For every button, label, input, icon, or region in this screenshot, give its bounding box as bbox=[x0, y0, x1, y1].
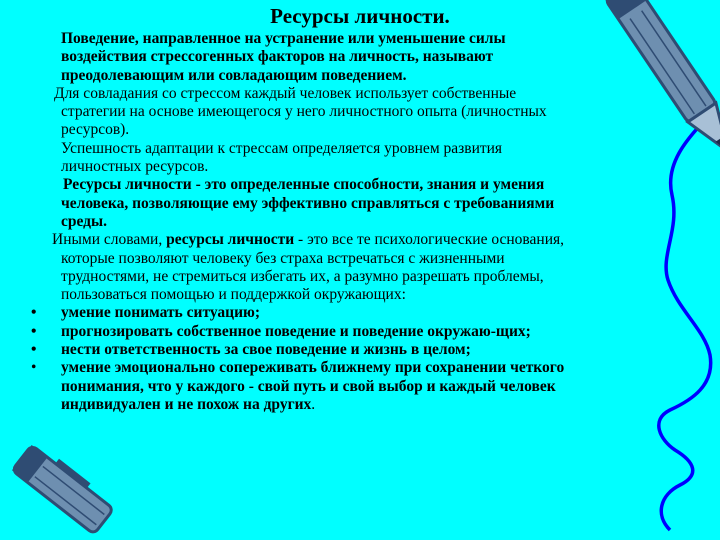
paragraph-adaptation bbox=[0, 140, 720, 177]
paragraph-coping-strategies bbox=[0, 85, 720, 140]
text-line: Ресурсы личности - это определенные способности, знания и умения bbox=[63, 176, 545, 194]
text-line: понимания, что у каждого - свой путь и свой выбор и каждый человек bbox=[61, 377, 556, 395]
list-item bbox=[0, 359, 720, 414]
text-line: умение эмоционально сопереживать ближнему при сохранении четкого bbox=[61, 359, 565, 377]
text-line: умение понимать ситуацию; bbox=[61, 304, 261, 322]
text-line: пользоваться помощью и поддержкой окружающих: bbox=[61, 286, 406, 304]
text-span-bold: индивидуален и не похож на других bbox=[61, 395, 312, 413]
text-line: среды. bbox=[61, 212, 107, 230]
pen-bottom-icon bbox=[0, 440, 130, 540]
text-line: трудностями, не стремиться избегать их, а разумно разрешать проблемы, bbox=[61, 267, 544, 285]
text-line: воздействия стрессогенных факторов на личность, называют bbox=[61, 48, 494, 66]
bullet-icon: • bbox=[31, 304, 37, 322]
text-line: Для совладания со стрессом каждый человек использует собственные bbox=[54, 84, 517, 102]
paragraph-in-other-words bbox=[0, 231, 720, 304]
text-line: нести ответственность за свое поведение и жизнь в целом; bbox=[61, 341, 471, 359]
list-item bbox=[0, 323, 720, 341]
text-span: Иными словами, bbox=[52, 231, 167, 249]
bullet-icon: • bbox=[31, 322, 37, 340]
text-line: которые позволяют человеку без страха встречаться с жизненными bbox=[61, 249, 505, 267]
text-span: . bbox=[311, 395, 316, 413]
paragraph-coping-definition bbox=[0, 30, 720, 85]
text-line: ресурсов). bbox=[61, 121, 130, 139]
bullet-icon: • bbox=[31, 341, 37, 359]
text-line bbox=[0, 231, 720, 249]
list-item bbox=[0, 304, 720, 322]
text-span: - это все те психологические основания, bbox=[294, 231, 564, 249]
text-line: преодолевающим или совладающим поведением. bbox=[61, 66, 407, 84]
text-line bbox=[61, 396, 720, 414]
text-line: Поведение, направленное на устранение или уменьшение силы bbox=[61, 30, 506, 47]
text-span-bold: ресурсы личности bbox=[166, 231, 295, 249]
slide-title: Ресурсы личности. bbox=[270, 4, 450, 28]
list-item bbox=[0, 341, 720, 359]
text-line: Успешность адаптации к стрессам определяется уровнем развития bbox=[61, 139, 503, 157]
paragraph-resources-definition bbox=[0, 176, 720, 231]
bullet-icon: • bbox=[31, 359, 37, 377]
text-line: личностных ресурсов. bbox=[61, 158, 209, 176]
text-line: стратегии на основе имеющегося у него личностного опыта (личностных bbox=[61, 103, 547, 121]
slide-body bbox=[0, 30, 720, 414]
text-line: прогнозировать собственное поведение и поведение окружаю-щих; bbox=[61, 322, 531, 340]
text-line: человека, позволяющие ему эффективно справляться с требованиями bbox=[61, 194, 555, 212]
